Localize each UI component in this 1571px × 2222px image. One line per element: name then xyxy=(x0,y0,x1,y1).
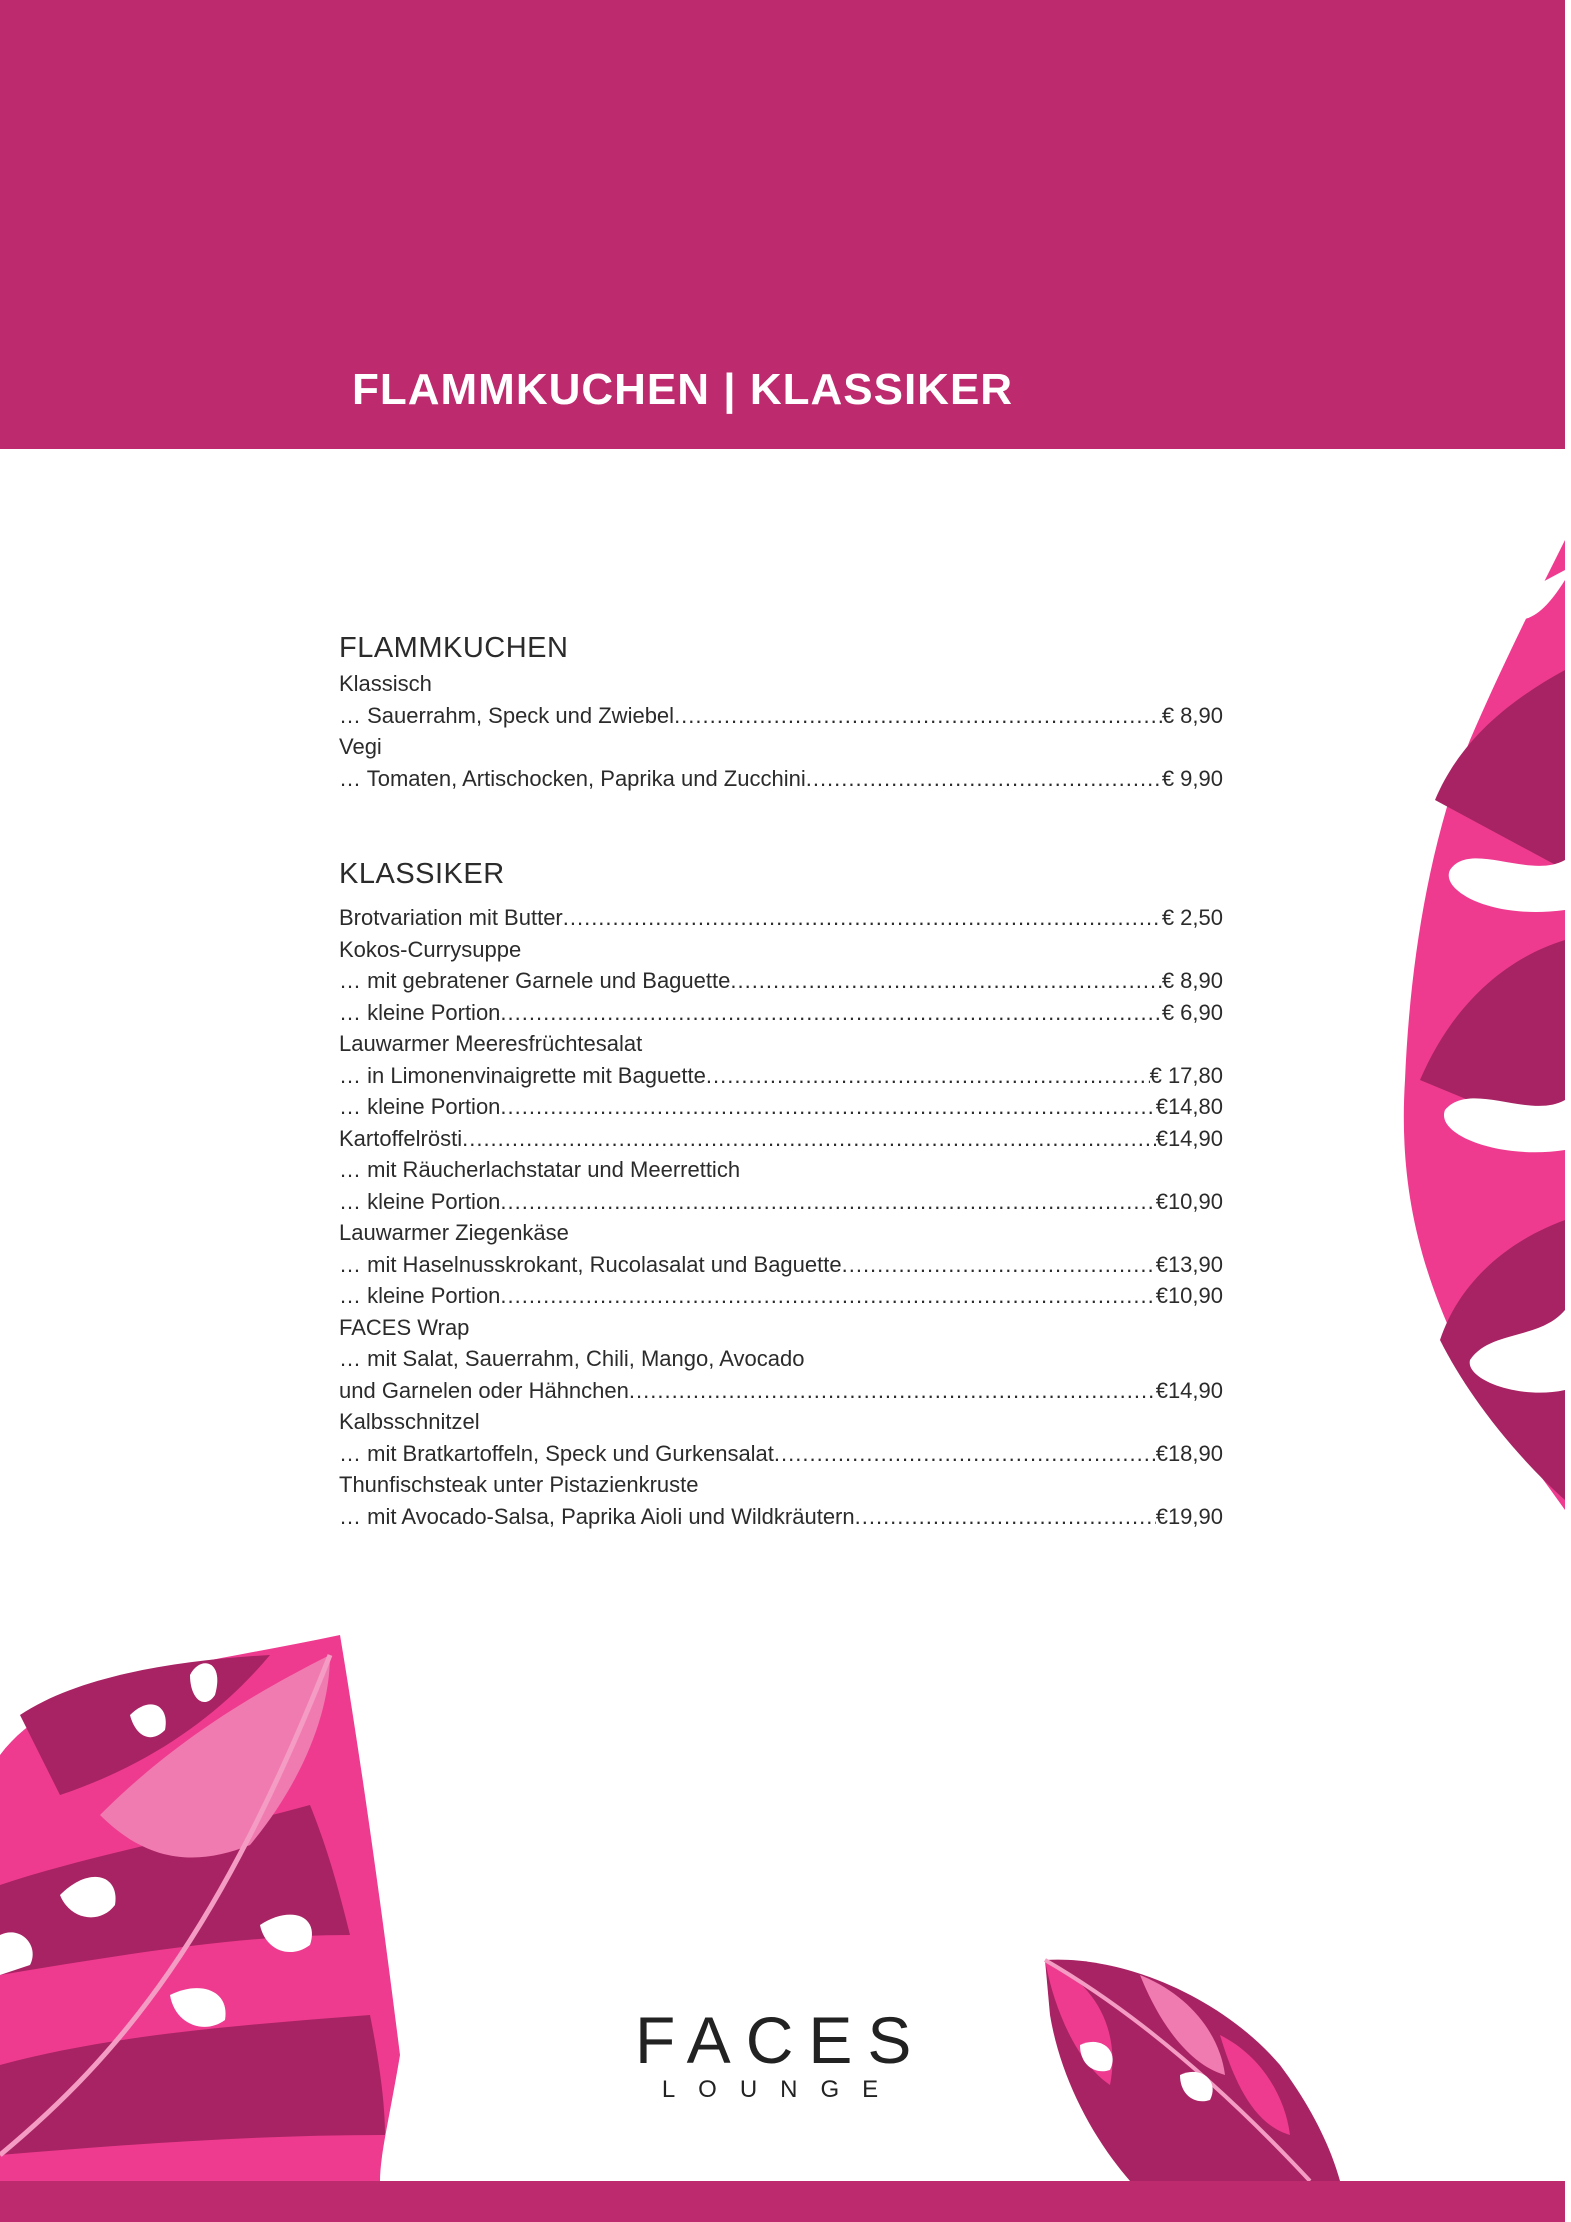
dot-leader xyxy=(855,1501,1156,1533)
menu-item-price: €18,90 xyxy=(1155,1440,1223,1466)
menu-item-price: € 8,90 xyxy=(1161,702,1223,728)
menu-item-description: … in Limonenvinaigrette mit Baguette xyxy=(339,1062,706,1088)
right-edge-strip xyxy=(1565,0,1571,2222)
menu-item-price: € 9,90 xyxy=(1161,765,1223,791)
menu-item-price: € 6,90 xyxy=(1161,999,1223,1025)
menu-item-name: Lauwarmer Meeresfrüchtesalat xyxy=(339,1031,643,1056)
menu-item-description: Brotvariation mit Butter xyxy=(339,905,563,930)
section-gap xyxy=(339,894,1223,902)
logo-sub-text: LOUNGE xyxy=(661,2076,902,2103)
dot-leader xyxy=(462,1123,1156,1155)
menu-item-price: €13,90 xyxy=(1155,1251,1223,1277)
menu-price-row xyxy=(339,1091,1223,1123)
monstera-leaf-left-decoration xyxy=(0,1635,400,2181)
menu-item-price: € 8,90 xyxy=(1161,968,1223,993)
menu-price-row xyxy=(339,965,1223,997)
dot-leader xyxy=(563,902,1162,934)
menu-price-row xyxy=(339,763,1223,795)
menu-item-description: Kartoffelrösti xyxy=(339,1125,463,1151)
menu-price-row xyxy=(339,1501,1223,1533)
menu-price-row xyxy=(339,1186,1223,1218)
dot-leader xyxy=(500,1280,1155,1312)
menu-item-name: Thunfischsteak unter Pistazienkruste xyxy=(339,1472,699,1497)
menu-item-name: Lauwarmer Ziegenkäse xyxy=(339,1220,569,1245)
menu-item-description: … mit Haselnusskrokant, Rucolasalat und Baguette xyxy=(339,1251,842,1277)
menu-content xyxy=(339,628,1223,1532)
menu-item-name: Kokos-Currysuppe xyxy=(339,936,522,962)
dot-leader xyxy=(500,1186,1155,1218)
menu-item-description: … mit Bratkartoffeln, Speck und Gurkensalat xyxy=(339,1440,774,1466)
menu-item-name: Vegi xyxy=(339,734,382,759)
menu-item-description: … Sauerrahm, Speck und Zwiebel xyxy=(339,702,675,728)
menu-item-description: … kleine Portion xyxy=(339,1188,501,1214)
menu-price-row xyxy=(339,1280,1223,1312)
menu-price-row xyxy=(339,997,1223,1029)
dot-leader xyxy=(806,763,1162,795)
menu-price-row xyxy=(339,1123,1223,1155)
page-title: FLAMMKUCHEN | KLASSIKER xyxy=(352,365,1014,414)
menu-item-description: … kleine Portion xyxy=(339,1283,501,1308)
menu-price-row xyxy=(339,1249,1223,1281)
menu-price-row xyxy=(339,700,1223,732)
footer-band xyxy=(0,2181,1571,2222)
dot-leader xyxy=(629,1375,1156,1407)
dot-leader xyxy=(730,965,1161,997)
monstera-leaf-right-decoration xyxy=(1340,540,1565,1520)
menu-item-price: €14,90 xyxy=(1155,1125,1223,1151)
section-spacer xyxy=(339,794,1223,854)
menu-item-price: € 17,80 xyxy=(1149,1062,1223,1088)
menu-item-description: … mit gebratener Garnele und Baguette xyxy=(339,968,731,993)
section-title: KLASSIKER xyxy=(339,858,505,890)
menu-item-price: €14,80 xyxy=(1155,1094,1223,1119)
monstera-leaf-bottom-right-decoration xyxy=(1040,1955,1340,2181)
menu-item-name: FACES Wrap xyxy=(339,1314,470,1340)
menu-item-description: … kleine Portion xyxy=(339,999,501,1025)
menu-price-row xyxy=(339,902,1223,934)
menu-item-price: €14,90 xyxy=(1155,1377,1223,1403)
menu-item-price: €19,90 xyxy=(1155,1503,1223,1529)
menu-item-name: … mit Räucherlachstatar und Meerrettich xyxy=(339,1157,741,1182)
dot-leader xyxy=(500,1091,1155,1123)
menu-item-name: … mit Salat, Sauerrahm, Chili, Mango, Avocado xyxy=(339,1346,805,1371)
menu-item-description: … mit Avocado-Salsa, Paprika Aioli und Wildkräutern xyxy=(339,1503,855,1529)
menu-price-row xyxy=(339,1060,1223,1092)
menu-item-description: … Tomaten, Artischocken, Paprika und Zucchini xyxy=(339,765,806,791)
dot-leader xyxy=(500,997,1161,1029)
dot-leader xyxy=(774,1438,1156,1470)
dot-leader xyxy=(842,1249,1156,1281)
logo-main-text: FACES xyxy=(635,2003,927,2077)
menu-item-price: €10,90 xyxy=(1155,1283,1223,1308)
section-title: FLAMMKUCHEN xyxy=(339,632,569,664)
menu-item-price: €10,90 xyxy=(1155,1188,1223,1214)
menu-item-name: Klassisch xyxy=(339,671,432,696)
menu-price-row xyxy=(339,1438,1223,1470)
faces-lounge-logo xyxy=(620,2003,927,2105)
dot-leader xyxy=(706,1060,1150,1092)
menu-item-name: Kalbsschnitzel xyxy=(339,1409,480,1434)
menu-price-row xyxy=(339,1375,1223,1407)
menu-item-price: € 2,50 xyxy=(1161,905,1223,930)
dot-leader xyxy=(674,700,1162,732)
menu-item-description: … kleine Portion xyxy=(339,1094,501,1119)
menu-item-description: und Garnelen oder Hähnchen xyxy=(339,1377,629,1403)
